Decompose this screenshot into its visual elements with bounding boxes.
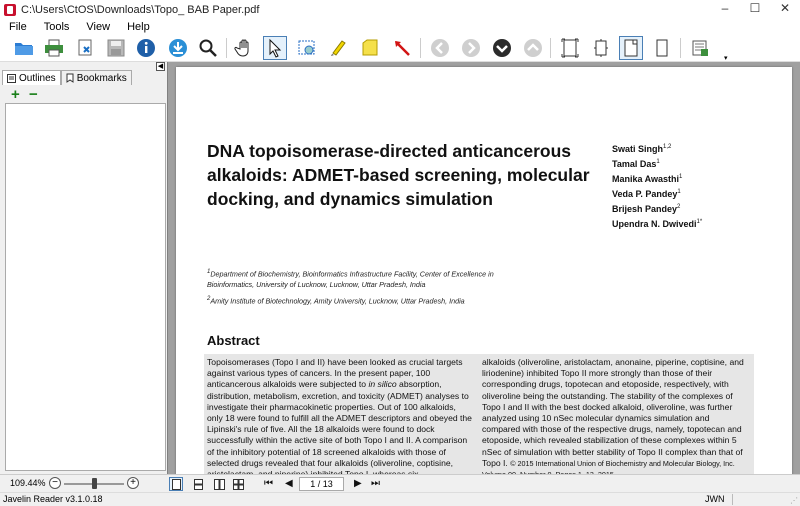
recycle-icon[interactable]	[74, 36, 98, 60]
snapshot-icon[interactable]	[295, 36, 319, 60]
abstract-heading: Abstract	[207, 333, 260, 348]
open-icon[interactable]	[12, 36, 36, 60]
toolbar-overflow-icon[interactable]: ▾	[724, 55, 728, 62]
hand-tool-icon[interactable]	[233, 36, 257, 60]
pdf-page	[176, 67, 792, 487]
menu-file[interactable]: File	[9, 20, 27, 33]
add-outline-button[interactable]: +	[11, 86, 20, 103]
author: Tamal Das$^1$	[612, 159, 660, 169]
document-viewer[interactable]	[167, 62, 800, 474]
save-icon[interactable]	[104, 36, 128, 60]
author: Swati Singh$^{1,2}$	[612, 144, 672, 154]
page-number-field[interactable]: 1 / 13	[299, 477, 344, 491]
affiliations	[207, 267, 507, 311]
tab-outlines-label: Outlines	[19, 72, 56, 84]
nav-down-icon[interactable]	[490, 36, 514, 60]
zoom-slider[interactable]	[64, 483, 124, 485]
arrow-icon[interactable]	[390, 36, 414, 60]
actual-size-icon[interactable]	[619, 36, 643, 60]
menu-tools[interactable]: Tools	[43, 20, 70, 33]
first-page-button[interactable]: ⏮	[264, 478, 273, 489]
app-status-bar	[0, 492, 800, 506]
menu-help[interactable]: Help	[127, 20, 150, 33]
outlines-icon	[7, 74, 16, 83]
abstract-left-column: Topoisomerases (Topo I and II) have been looked as crucial targets against various types of cancers. In the present paper, 100 anticancerous alkaloids were subjected to in silico absorption, distribution, metabolism, excretion, and toxicity (ADMET) analyses to investigate their pharmacokinetic properties. Out of 100 alkaloids, only 18 were found to fulfill all the ADMET descriptors and obeyed the Lipinski's rule of five. All the 18 alkaloids were found to dock successfully within the active site of both Topo I and II. A comparison of the inhibitory potential of 18 screened alkaloids with those of selected drugs revealed that four alkaloids (oliveroline, coptisine,	[207, 357, 472, 468]
collapse-panel-button[interactable]: ◀	[157, 63, 164, 70]
select-tool-icon[interactable]	[263, 36, 287, 60]
affiliation: $^1$Department of Biochemistry, Bioinformatics Infrastructure Facility, Center of Excellence in Bioinformatics, University of Lucknow, Lucknow, Uttar Pradesh, India	[207, 269, 494, 289]
zoom-level[interactable]: 109.44%	[10, 478, 46, 488]
resize-grip-icon[interactable]: ⋰	[790, 496, 798, 505]
continuous-facing-view-icon[interactable]	[231, 477, 245, 491]
bookmark-icon	[66, 73, 74, 83]
menu-view[interactable]: View	[86, 20, 111, 33]
tab-bookmarks-label: Bookmarks	[76, 72, 127, 84]
affiliation: $^2$Amity Institute of Biotechnology, Amity University, Lucknow, Uttar Pradesh, India	[207, 296, 465, 306]
author: Manika Awasthi$^1$	[612, 174, 683, 184]
app-icon	[4, 4, 16, 16]
user-label: JWN	[705, 494, 725, 504]
highlight-icon[interactable]	[326, 36, 350, 60]
author: Brijesh Pandey$^2$	[612, 204, 681, 214]
fit-visible-icon[interactable]	[650, 36, 674, 60]
left-panel	[0, 62, 167, 474]
note-icon[interactable]	[358, 36, 382, 60]
author-list	[612, 141, 702, 231]
author: Veda P. Pandey$^1$	[612, 189, 681, 199]
tab-bookmarks[interactable]	[61, 70, 132, 85]
facing-view-icon[interactable]	[212, 477, 226, 491]
info-icon[interactable]	[134, 36, 158, 60]
abstract-box	[204, 354, 754, 487]
zoom-out-button[interactable]: −	[49, 477, 61, 489]
minimize-button[interactable]: –	[721, 1, 729, 15]
main-toolbar	[0, 34, 800, 62]
outline-tree[interactable]	[5, 103, 166, 471]
abstract-right-column: alkaloids (oliveroline, aristolactam, anonaine, piperine, coptisine, and liriodenine) inhibited Topo II more strongly than those of their corresponding drugs, topotecan and etoposide, respectively, with oliveroline being the outstanding. The stability of the complexes of Topo I and II with the best docked alkaloid, oliveroline, was further analyzed using 10 nSec molecular dynamics simulation and compared with those of the respective drugs, namely, topotecan and etoposide, which revealed stabilization of these complexes within 5 nSec of simulation with better stability of Topo II complex than that of Topo I. © 2015 International Union of Biochemistry and Molecular Biology, Inc.	[482, 357, 748, 480]
settings-icon[interactable]	[688, 36, 712, 60]
tab-outlines[interactable]	[2, 70, 61, 85]
version-label: Javelin Reader v3.1.0.18	[3, 494, 103, 504]
title-bar	[0, 0, 800, 19]
print-icon[interactable]	[42, 36, 66, 60]
maximize-button[interactable]: ☐	[749, 1, 761, 15]
nav-up-icon[interactable]	[521, 36, 545, 60]
copyright-notice: © 2015 International Union of Biochemistry and Molecular Biology, Inc.	[510, 458, 735, 468]
continuous-view-icon[interactable]	[191, 477, 205, 491]
remove-outline-button[interactable]: −	[29, 86, 38, 103]
close-button[interactable]: ✕	[779, 1, 791, 15]
menu-bar	[0, 19, 800, 34]
last-page-button[interactable]: ⏭	[371, 478, 380, 489]
nav-back-icon[interactable]	[428, 36, 452, 60]
author: Upendra N. Dwivedi$^{1*}$	[612, 219, 703, 229]
window-title: C:\Users\CtOS\Downloads\Topo_ BAB Paper.pdf	[21, 3, 260, 16]
fit-page-icon[interactable]	[589, 36, 613, 60]
search-icon[interactable]	[196, 36, 220, 60]
zoom-in-button[interactable]: +	[127, 477, 139, 489]
paper-title: DNA topoisomerase-directed anticancerous alkaloids: ADMET-based screening, molecular docking, and dynamics simulation	[207, 141, 590, 209]
download-icon[interactable]	[166, 36, 190, 60]
nav-forward-icon[interactable]	[459, 36, 483, 60]
previous-page-button[interactable]: ◀	[285, 478, 293, 489]
next-page-button[interactable]: ▶	[354, 478, 362, 489]
zoom-slider-thumb[interactable]	[92, 478, 97, 489]
fit-width-icon[interactable]	[558, 36, 582, 60]
single-page-view-icon[interactable]	[169, 477, 183, 491]
status-bar	[0, 474, 800, 492]
